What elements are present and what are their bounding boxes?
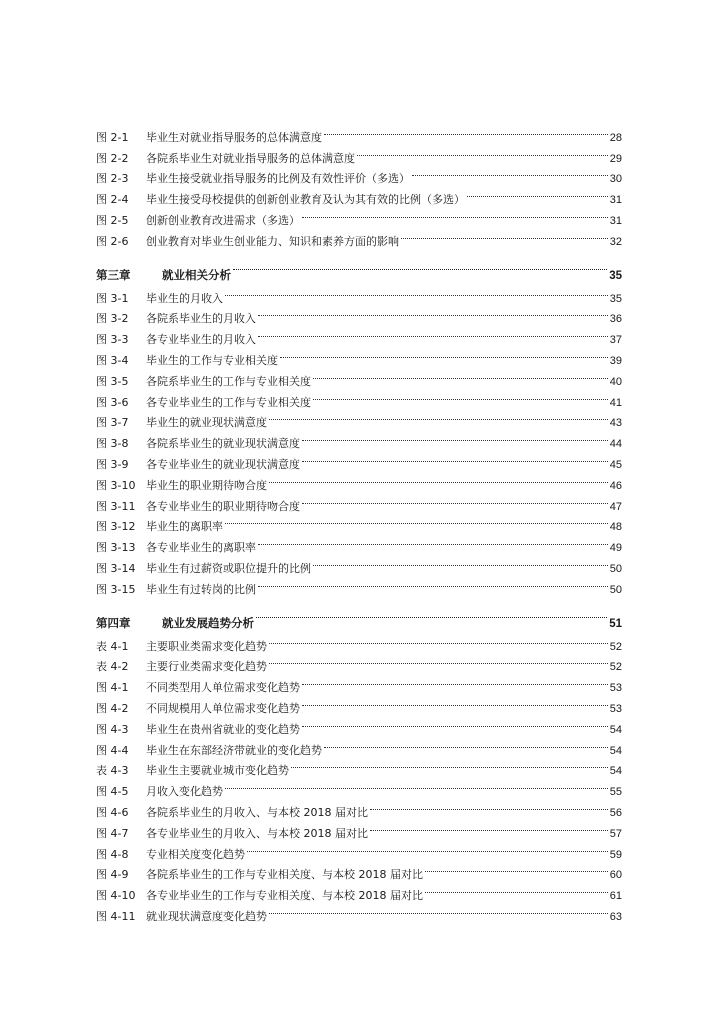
dot-leader (280, 343, 608, 364)
entry-title: 各专业毕业生的工作与专业相关度、与本校 2018 届对比 (146, 889, 423, 903)
entry-page-number: 54 (609, 765, 622, 778)
dot-leader (225, 510, 608, 531)
entry-page-number: 37 (609, 334, 622, 347)
entry-page-number: 32 (609, 235, 622, 248)
dot-leader (324, 120, 608, 141)
dot-leader (256, 597, 607, 627)
entry-label: 图 4-3 (96, 722, 129, 736)
chapter-label: 第三章 (96, 267, 131, 282)
entry-label: 图 3-7 (96, 416, 129, 430)
entry-page-number: 47 (609, 500, 622, 513)
entry-label: 图 3-4 (96, 353, 129, 367)
dot-leader (401, 224, 608, 245)
entry-page-number: 44 (609, 438, 622, 451)
entry-title: 毕业生接受就业指导服务的比例及有效性评价（多选） (146, 172, 410, 186)
entry-title: 主要职业类需求变化趋势 (146, 639, 267, 653)
entry-title: 毕业生有过转岗的比例 (146, 582, 256, 596)
entry-page-number: 45 (609, 458, 622, 471)
entry-title: 毕业生的就业现状满意度 (146, 416, 267, 430)
entry-page-number: 39 (609, 354, 622, 367)
entry-label: 表 4-2 (96, 660, 129, 674)
dot-leader (370, 816, 608, 837)
chapter-title: 就业相关分析 (162, 267, 231, 282)
entry-label: 图 3-2 (96, 312, 129, 326)
entry-title: 各专业毕业生的月收入 (146, 333, 256, 347)
dot-leader (269, 468, 608, 489)
dot-leader (302, 203, 608, 224)
chapter-heading-3[interactable] (96, 249, 622, 282)
entry-label: 图 3-8 (96, 437, 129, 451)
entry-title: 各专业毕业生的月收入、与本校 2018 届对比 (146, 826, 368, 840)
entry-label: 图 4-10 (96, 889, 136, 903)
dot-leader (291, 754, 608, 775)
dot-leader (412, 162, 608, 183)
entry-page-number: 30 (609, 173, 622, 186)
entry-page-number: 46 (609, 479, 622, 492)
entry-title: 毕业生有过薪资或职位提升的比例 (146, 561, 311, 575)
entry-label: 图 4-1 (96, 681, 129, 695)
dot-leader (258, 322, 608, 343)
dot-leader (302, 670, 608, 691)
entry-page-number: 53 (609, 682, 622, 695)
dot-leader (269, 629, 608, 650)
dot-leader (357, 141, 608, 162)
entry-page-number: 43 (609, 417, 622, 430)
chapter-title: 就业发展趋势分析 (162, 615, 254, 630)
toc-group-chapter3 (96, 281, 622, 596)
entry-page-number: 54 (609, 744, 622, 757)
entry-page-number: 36 (609, 313, 622, 326)
entry-label: 图 3-11 (96, 499, 136, 513)
toc-group-chapter4 (96, 629, 622, 923)
entry-title: 毕业生的职业期待吻合度 (146, 478, 267, 492)
entry-label: 图 2-3 (96, 172, 129, 186)
entry-page-number: 50 (609, 562, 622, 575)
dot-leader (225, 774, 608, 795)
dot-leader (258, 572, 608, 593)
dot-leader (302, 712, 608, 733)
dot-leader (258, 530, 608, 551)
entry-title: 各院系毕业生对就业指导服务的总体满意度 (146, 151, 355, 165)
entry-page-number: 35 (609, 292, 622, 305)
entry-page-number: 57 (609, 827, 622, 840)
entry-label: 图 4-5 (96, 785, 129, 799)
dot-leader (324, 733, 608, 754)
entry-title: 不同类型用人单位需求变化趋势 (146, 681, 300, 695)
entry-page-number: 54 (609, 723, 622, 736)
entry-label: 图 3-5 (96, 374, 129, 388)
entry-label: 图 4-11 (96, 909, 136, 923)
entry-title: 毕业生在贵州省就业的变化趋势 (146, 722, 300, 736)
entry-label: 图 2-5 (96, 213, 129, 227)
dot-leader (313, 385, 608, 406)
dot-leader (313, 551, 608, 572)
entry-page-number: 52 (609, 640, 622, 653)
entry-title: 各专业毕业生的就业现状满意度 (146, 457, 300, 471)
entry-label: 图 2-1 (96, 130, 129, 144)
entry-title: 就业现状满意度变化趋势 (146, 909, 267, 923)
entry-title: 创新创业教育改进需求（多选） (146, 213, 300, 227)
entry-title: 毕业生对就业指导服务的总体满意度 (146, 130, 322, 144)
dot-leader (313, 364, 608, 385)
dot-leader (269, 406, 608, 427)
entry-page-number: 50 (609, 583, 622, 596)
entry-title: 月收入变化趋势 (146, 785, 223, 799)
entry-label: 图 3-9 (96, 457, 129, 471)
toc-group-chapter2 (96, 120, 622, 248)
entry-title: 各专业毕业生的工作与专业相关度 (146, 395, 311, 409)
entry-title: 毕业生主要就业城市变化趋势 (146, 764, 289, 778)
entry-page-number: 56 (609, 806, 622, 819)
entry-page-number: 61 (609, 890, 622, 903)
entry-label: 表 4-3 (96, 764, 129, 778)
entry-page-number: 40 (609, 375, 622, 388)
entry-label: 图 4-7 (96, 826, 129, 840)
entry-title: 毕业生的工作与专业相关度 (146, 353, 278, 367)
entry-title: 毕业生在东部经济带就业的变化趋势 (146, 743, 322, 757)
dot-leader (225, 281, 608, 302)
dot-leader (302, 489, 608, 510)
entry-page-number: 31 (609, 194, 622, 207)
toc-entry[interactable] (96, 120, 622, 144)
dot-leader (302, 447, 608, 468)
entry-page-number: 28 (609, 131, 622, 144)
dot-leader (425, 878, 608, 899)
entry-page-number: 63 (609, 910, 622, 923)
entry-title: 各院系毕业生的就业现状满意度 (146, 437, 300, 451)
entry-label: 图 4-9 (96, 868, 129, 882)
dot-leader (467, 182, 608, 203)
entry-page-number: 55 (609, 786, 622, 799)
entry-label: 图 3-12 (96, 520, 136, 534)
entry-title: 毕业生接受母校提供的创新创业教育及认为其有效的比例（多选） (146, 193, 465, 207)
entry-title: 毕业生的月收入 (146, 291, 223, 305)
chapter-page-number: 51 (609, 617, 622, 630)
dot-leader (269, 650, 608, 671)
entry-title: 创业教育对毕业生创业能力、知识和素养方面的影响 (146, 234, 399, 248)
dot-leader (425, 858, 608, 879)
entry-label: 图 4-6 (96, 805, 129, 819)
entry-label: 图 4-4 (96, 743, 129, 757)
entry-page-number: 29 (609, 152, 622, 165)
entry-title: 各院系毕业生的月收入、与本校 2018 届对比 (146, 805, 368, 819)
entry-label: 图 2-2 (96, 151, 129, 165)
dot-leader (233, 249, 607, 279)
entry-page-number: 52 (609, 661, 622, 674)
entry-label: 图 2-4 (96, 193, 129, 207)
entry-page-number: 31 (609, 214, 622, 227)
entry-page-number: 53 (609, 702, 622, 715)
entry-page-number: 60 (609, 869, 622, 882)
dot-leader (247, 837, 608, 858)
table-of-contents (96, 120, 622, 923)
dot-leader (258, 302, 608, 323)
entry-label: 图 3-6 (96, 395, 129, 409)
entry-label: 图 3-14 (96, 561, 136, 575)
entry-title: 各专业毕业生的职业期待吻合度 (146, 499, 300, 513)
dot-leader (370, 795, 608, 816)
entry-label: 表 4-1 (96, 639, 129, 653)
entry-page-number: 49 (609, 542, 622, 555)
entry-label: 图 3-15 (96, 582, 136, 596)
dot-leader (302, 691, 608, 712)
entry-label: 图 3-3 (96, 333, 129, 347)
chapter-page-number: 35 (609, 269, 622, 282)
entry-label: 图 3-1 (96, 291, 129, 305)
entry-label: 图 4-8 (96, 847, 129, 861)
entry-title: 毕业生的离职率 (146, 520, 223, 534)
entry-title: 各院系毕业生的工作与专业相关度 (146, 374, 311, 388)
entry-label: 图 2-6 (96, 234, 129, 248)
entry-label: 图 3-10 (96, 478, 136, 492)
entry-title: 各院系毕业生的工作与专业相关度、与本校 2018 届对比 (146, 868, 423, 882)
entry-page-number: 59 (609, 848, 622, 861)
chapter-label: 第四章 (96, 615, 131, 630)
dot-leader (302, 426, 608, 447)
dot-leader (269, 899, 608, 920)
entry-label: 图 3-13 (96, 541, 136, 555)
entry-title: 各专业毕业生的离职率 (146, 541, 256, 555)
entry-title: 主要行业类需求变化趋势 (146, 660, 267, 674)
entry-page-number: 41 (609, 396, 622, 409)
entry-title: 不同规模用人单位需求变化趋势 (146, 701, 300, 715)
entry-label: 图 4-2 (96, 701, 129, 715)
entry-title: 专业相关度变化趋势 (146, 847, 245, 861)
chapter-heading-4[interactable] (96, 597, 622, 630)
entry-title: 各院系毕业生的月收入 (146, 312, 256, 326)
entry-page-number: 48 (609, 521, 622, 534)
